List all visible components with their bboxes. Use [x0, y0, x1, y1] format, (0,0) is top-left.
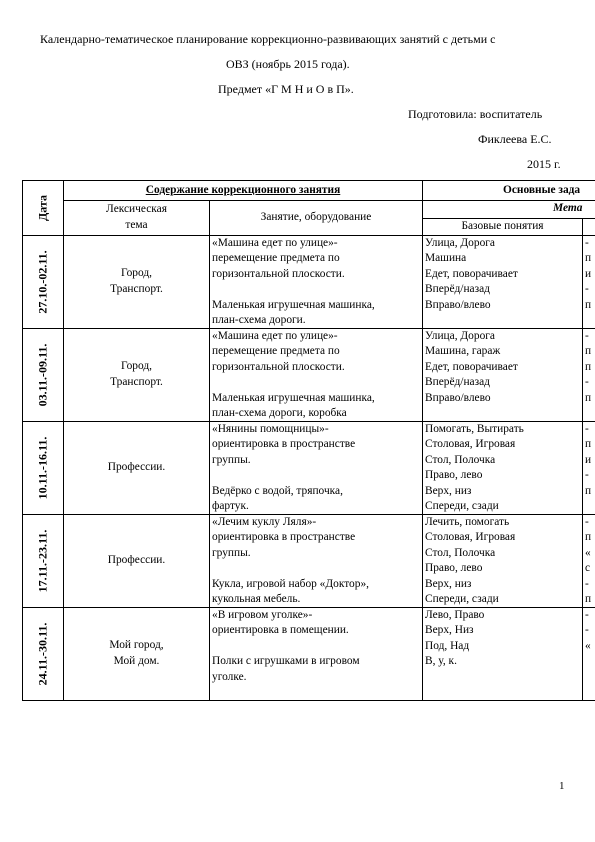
row-date: 10.11.-16.11. [23, 421, 64, 514]
table-row [23, 514, 595, 607]
row-topic: Город, Транспорт. [64, 235, 210, 328]
header-tasks: Основные зада [423, 181, 595, 201]
row-concepts: Улица, Дорога Машина Едет, поворачивает Вперёд/назад Вправо/влево [423, 235, 583, 328]
header-base-concepts: Базовые понятия [423, 219, 583, 236]
row-topic: Город, Транспорт. [64, 328, 210, 421]
table-row [23, 235, 595, 328]
prepared-by: Подготовила: воспитатель [408, 107, 543, 121]
row-tasks: - п и - п [583, 421, 595, 514]
row-concepts: Помогать, Вытирать Столовая, Игровая Стол, Полочка Право, лево Верх, низ Спереди, сзади [423, 421, 583, 514]
row-activity: «Машина едет по улице»- перемещение предмета по горизонтальной плоскости. Маленькая игрушечная машинка, план-схема дороги, коробка [210, 328, 423, 421]
row-topic: Профессии. [64, 514, 210, 607]
table-row [23, 607, 595, 700]
header-meta: Мета [423, 201, 595, 219]
row-concepts: Улица, Дорога Машина, гараж Едет, поворачивает Вперёд/назад Вправо/влево [423, 328, 583, 421]
planning-table-container [22, 180, 595, 723]
author-name: Фиклеева Е.С. [478, 132, 552, 146]
row-activity: «В игровом уголке»- ориентировка в помещении. Полки с игрушками в игровом уголке. [210, 607, 423, 700]
row-concepts: Лечить, помогать Столовая, Игровая Стол, Полочка Право, лево Верх, низ Спереди, сзади [423, 514, 583, 607]
row-topic: Профессии. [64, 421, 210, 514]
header-date: Дата [23, 181, 64, 236]
document-year: 2015 г. [527, 157, 561, 171]
row-tasks: - - « [583, 607, 595, 700]
row-tasks: - п п - п [583, 328, 595, 421]
row-concepts: Лево, Право Верх, Низ Под, Над В, у, к. [423, 607, 583, 700]
page-number: 1 [559, 780, 565, 792]
header-activity: Занятие, оборудование [210, 201, 423, 236]
row-date: 03.11.-09.11. [23, 328, 64, 421]
row-activity: «Нянины помощницы»- ориентировка в пространстве группы. Ведёрко с водой, тряпочка, фартук. [210, 421, 423, 514]
table-header-row-2 [23, 201, 595, 219]
header-tasks-sub [583, 219, 595, 236]
table-row [23, 421, 595, 514]
header-content: Содержание коррекционного занятия [64, 181, 423, 201]
table-header-row-1 [23, 181, 595, 201]
document-title-line1: Календарно-тематическое планирование коррекционно-развивающих занятий с детьми с [40, 32, 496, 46]
planning-table [22, 180, 595, 701]
row-tasks: - п « с - п [583, 514, 595, 607]
document-title-line2: ОВЗ (ноябрь 2015 года). [226, 57, 350, 71]
subject-line: Предмет «Г М Н и О в П». [218, 82, 354, 96]
header-lexical-topic: Лексическая тема [64, 201, 210, 236]
row-topic: Мой город, Мой дом. [64, 607, 210, 700]
row-date: 27.10.-02.11. [23, 235, 64, 328]
row-tasks: - п и - п [583, 235, 595, 328]
row-date: 17.11.-23.11. [23, 514, 64, 607]
row-activity: «Машина едет по улице»- перемещение предмета по горизонтальной плоскости. Маленькая игрушечная машинка, план-схема дороги. [210, 235, 423, 328]
table-row [23, 328, 595, 421]
row-activity: «Лечим куклу Ляля»- ориентировка в пространстве группы. Кукла, игровой набор «Доктор», кукольная мебель. [210, 514, 423, 607]
row-date: 24.11.-30.11. [23, 607, 64, 700]
